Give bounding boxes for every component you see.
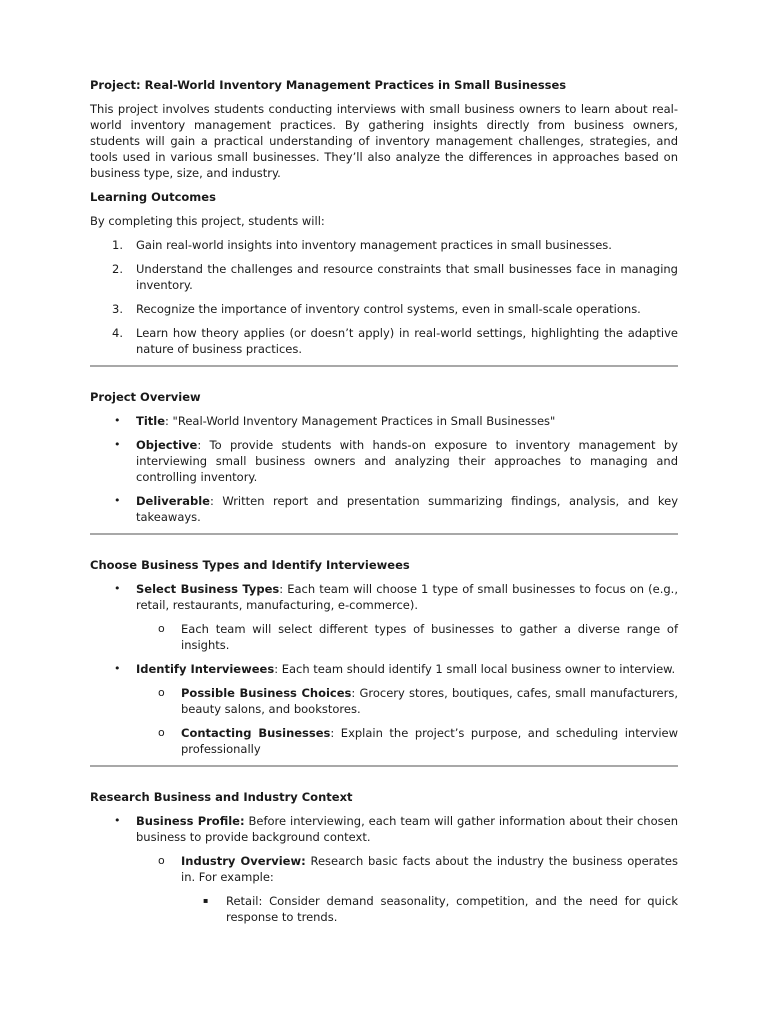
item-text: : Written report and presentation summarizing findings, analysis, and key takeaways.	[136, 494, 678, 524]
item-text: : "Real-World Inventory Management Practices in Small Businesses"	[165, 414, 556, 428]
list-item-text: Gain real-world insights into inventory management practices in small businesses.	[136, 238, 612, 252]
sub-list-item	[136, 621, 678, 653]
bullet-marker: •	[114, 814, 121, 827]
list-item	[90, 413, 678, 429]
item-label: Title	[136, 414, 166, 428]
list-item	[90, 493, 678, 525]
list-item	[90, 581, 678, 653]
sub-sub-list-item	[181, 893, 678, 925]
sub-list-item	[136, 725, 678, 757]
section-divider	[90, 533, 678, 535]
sub-item-label: Possible Business Choices	[181, 686, 352, 700]
list-item	[90, 237, 678, 253]
bullet-marker: •	[114, 662, 121, 675]
item-text: : To provide students with hands-on exposure to inventory management by interviewing small business owners and analyzing their approaches to managing and controlling inventory.	[136, 438, 678, 484]
sub-item-label: Contacting Businesses	[181, 726, 331, 740]
list-number: 1.	[112, 238, 123, 252]
project-overview-list	[90, 413, 678, 525]
list-number: 4.	[112, 326, 123, 340]
choose-business-heading: Choose Business Types and Identify Interviewees	[90, 558, 410, 572]
sub-sub-list	[181, 893, 678, 925]
sub-sub-item-text: Retail: Consider demand seasonality, competition, and the need for quick response to trends.	[226, 894, 678, 924]
research-heading: Research Business and Industry Context	[90, 790, 353, 804]
item-text: Before interviewing, each team will gather information about their chosen business to provide background context.	[136, 814, 678, 844]
project-title: Project: Real-World Inventory Management Practices in Small Businesses	[90, 78, 567, 92]
section-divider	[90, 365, 678, 367]
circle-marker: o	[158, 622, 165, 635]
list-item	[90, 437, 678, 485]
list-item-text: Understand the challenges and resource constraints that small businesses face in managing inventory.	[136, 262, 678, 292]
sub-list-item	[136, 685, 678, 717]
list-item-text: Learn how theory applies (or doesn’t apply) in real-world settings, highlighting the adaptive nature of business practices.	[136, 326, 678, 356]
list-number: 2.	[112, 262, 123, 276]
list-item-text: Recognize the importance of inventory control systems, even in small-scale operations.	[136, 302, 641, 316]
list-number: 3.	[112, 302, 123, 316]
bullet-marker: •	[114, 582, 121, 595]
list-item	[90, 813, 678, 925]
section-divider	[90, 765, 678, 767]
sub-list-item	[136, 853, 678, 925]
research-list	[90, 813, 678, 925]
list-item	[90, 325, 678, 357]
sub-item-text: : Grocery stores, boutiques, cafes, small manufacturers, beauty salons, and bookstores.	[181, 686, 678, 716]
list-item	[90, 661, 678, 757]
square-marker: ▪	[203, 896, 209, 905]
sub-list	[136, 853, 678, 925]
bullet-marker: •	[114, 494, 121, 507]
project-description: This project involves students conducting interviews with small business owners to learn about real-world inventory management practices. By gathering insights directly from business owners, students will gain a practical understanding of inventory management challenges, strategies, and tools used in various small businesses. They’ll also analyze the differences in approaches based on business type, size, and industry.	[90, 102, 678, 180]
item-text: : Each team should identify 1 small local business owner to interview.	[274, 662, 676, 676]
choose-business-list	[90, 581, 678, 757]
item-label: Identify Interviewees	[136, 662, 275, 676]
bullet-marker: •	[114, 438, 121, 451]
sub-item-text: Each team will select different types of businesses to gather a diverse range of insights.	[181, 622, 678, 652]
sub-list	[136, 621, 678, 653]
project-overview-heading: Project Overview	[90, 390, 201, 404]
item-text: : Each team will choose 1 type of small businesses to focus on (e.g., retail, restaurants, manufacturing, e-commerce).	[136, 582, 678, 612]
item-label: Deliverable	[136, 494, 210, 508]
sub-item-label: Industry Overview:	[181, 854, 306, 868]
sub-item-text: : Explain the project’s purpose, and scheduling interview professionally	[181, 726, 679, 756]
item-label: Business Profile:	[136, 814, 245, 828]
circle-marker: o	[158, 854, 165, 867]
learning-outcomes-intro: By completing this project, students will:	[90, 214, 325, 228]
learning-outcomes-heading: Learning Outcomes	[90, 190, 216, 204]
document-page	[90, 77, 678, 933]
list-item	[90, 261, 678, 293]
list-item	[90, 301, 678, 317]
sub-item-text: Research basic facts about the industry the business operates in. For example:	[181, 854, 679, 884]
sub-list	[136, 685, 678, 757]
circle-marker: o	[158, 686, 165, 699]
bullet-marker: •	[114, 414, 121, 427]
circle-marker: o	[158, 726, 165, 739]
item-label: Objective	[136, 438, 198, 452]
learning-outcomes-list	[90, 237, 678, 357]
item-label: Select Business Types	[136, 582, 280, 596]
